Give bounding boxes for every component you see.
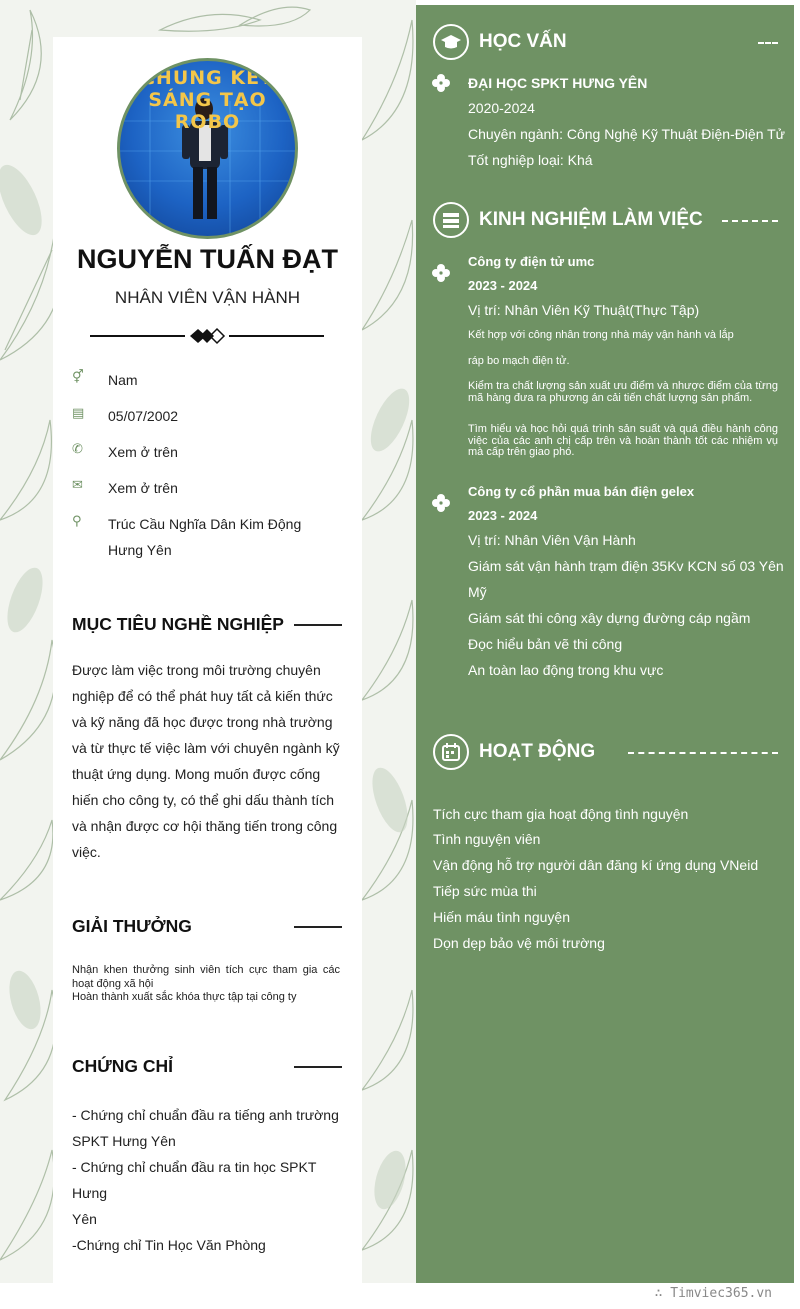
candidate-job-title: NHÂN VIÊN VẬN HÀNH bbox=[114, 288, 301, 307]
objective-line: thuật ứng dụng. Mong muốn được cống bbox=[72, 766, 321, 782]
graduation-cap-icon bbox=[433, 24, 469, 60]
job-position: Vị trí: Nhân Viên Vận Hành bbox=[468, 532, 636, 548]
profile-photo bbox=[117, 58, 298, 239]
candidate-name: NGUYỄN TUẤN ĐẠT bbox=[77, 244, 338, 274]
award-item: Hoàn thành xuất sắc khóa thực tập tại công ty bbox=[72, 991, 297, 1003]
activity-item: Tích cực tham gia hoạt động tình nguyện bbox=[433, 806, 689, 822]
objective-title-text: MỤC TIÊU NGHỀ NGHIỆP bbox=[72, 614, 284, 634]
section-title-activities bbox=[433, 734, 595, 770]
contact-gender bbox=[72, 367, 352, 393]
job-duty: Kết hợp với công nhân trong nhà máy vận hành và lắp bbox=[468, 329, 734, 341]
award-item: Nhận khen thưởng sinh viên tích cực tham gia các hoạt động xã hội bbox=[72, 964, 340, 990]
objective-line: và từ thực tế việc làm với chuyên ngành kỹ bbox=[72, 740, 340, 756]
certificate-line: - Chứng chỉ chuẩn đầu ra tin học SPKT bbox=[72, 1159, 317, 1175]
experience-title-text: KINH NGHIỆM LÀM VIỆC bbox=[479, 209, 703, 230]
objective-line: việc. bbox=[72, 844, 101, 860]
job-company: Công ty điện tử umc bbox=[468, 254, 595, 269]
section-title-awards bbox=[72, 916, 342, 937]
certificate-line: SPKT Hưng Yên bbox=[72, 1133, 176, 1149]
activity-item: Tiếp sức mùa thi bbox=[433, 883, 537, 899]
job-period: 2023 - 2024 bbox=[468, 508, 538, 523]
title-rule bbox=[294, 624, 342, 626]
certificate-line: -Chứng chỉ Tin Học Văn Phòng bbox=[72, 1237, 266, 1253]
stack-icon bbox=[433, 202, 469, 238]
clover-bullet-icon bbox=[432, 494, 450, 512]
certificates-text bbox=[72, 1102, 340, 1258]
objective-line: Được làm việc trong môi trường chuyên bbox=[72, 662, 321, 678]
objective-line: nghiệp để có thể phát huy tất cả kiến thức bbox=[72, 688, 333, 704]
education-grade: Tốt nghiệp loại: Khá bbox=[468, 152, 593, 168]
contact-email bbox=[72, 475, 352, 501]
title-rule bbox=[294, 926, 342, 928]
objective-line: và kỹ năng đã học được trong nhà trường bbox=[72, 714, 333, 730]
job-duty: An toàn lao động trong khu vực bbox=[468, 662, 664, 678]
activity-item: Dọn dẹp bảo vệ môi trường bbox=[433, 935, 605, 951]
education-major: Chuyên ngành: Công Nghệ Kỹ Thuật Điện-Điện Tử bbox=[468, 126, 786, 142]
cake-icon: ▤ bbox=[72, 405, 85, 420]
job-duty: Đọc hiểu bản vẽ thi công bbox=[468, 636, 623, 652]
awards-text bbox=[72, 964, 340, 1005]
certificate-line: Yên bbox=[72, 1211, 97, 1227]
title-dash bbox=[628, 752, 778, 754]
certificate-line: Hưng bbox=[72, 1185, 108, 1201]
clover-bullet-icon bbox=[432, 264, 450, 282]
gender-icon: ⚥ bbox=[72, 369, 84, 384]
title-dash bbox=[722, 220, 778, 222]
job-duty: Kiểm tra chất lượng sản xuất ưu điểm và nhược điểm của từng mã hàng đưa ra phương án cải tiến chất lượng sản phẩm. bbox=[468, 380, 778, 404]
job-company: Công ty cổ phần mua bán điện gelex bbox=[468, 484, 695, 499]
education-years: 2020-2024 bbox=[468, 100, 535, 116]
name-divider bbox=[90, 326, 324, 346]
job-duty: Mỹ bbox=[468, 584, 487, 600]
school-name: ĐẠI HỌC SPKT HƯNG YÊN bbox=[468, 75, 648, 91]
watermark-text: Timviec365.vn bbox=[670, 1286, 772, 1301]
envelope-icon: ✉ bbox=[72, 477, 83, 492]
job-duty: Giám sát thi công xây dựng đường cáp ngầm bbox=[468, 610, 751, 626]
gender-value: Nam bbox=[108, 372, 138, 388]
photo-banner-text: CHUNG KẾT SÁNG TẠO ROBO bbox=[140, 67, 275, 133]
education-title-text: HỌC VẤN bbox=[479, 31, 567, 52]
job-duty: Tìm hiểu và học hỏi quá trình sản suất và quá điều hành công việc của các anh chị cấp trên và hoàn thành tốt các nhiệm vụ mà cấp trên giao phó. bbox=[468, 423, 778, 458]
section-title-education bbox=[433, 24, 567, 60]
activity-item: Vận động hỗ trợ người dân đăng kí ứng dụng VNeid bbox=[433, 857, 759, 873]
contact-address bbox=[72, 511, 352, 563]
contact-phone bbox=[72, 439, 352, 465]
map-pin-icon: ⚲ bbox=[72, 513, 82, 528]
title-rule bbox=[294, 1066, 342, 1068]
section-title-objective bbox=[72, 614, 342, 635]
job-duty: Giám sát vận hành trạm điện 35Kv KCN số 03 Yên bbox=[468, 558, 784, 574]
certificate-line: - Chứng chỉ chuẩn đầu ra tiếng anh trường bbox=[72, 1107, 339, 1123]
clover-bullet-icon bbox=[432, 74, 450, 92]
calendar-icon bbox=[433, 734, 469, 770]
contact-birthday bbox=[72, 403, 352, 429]
activity-item: Hiến máu tình nguyện bbox=[433, 909, 570, 925]
certificates-title-text: CHỨNG CHỈ bbox=[72, 1056, 174, 1076]
watermark: ∴ Timviec365.vn bbox=[654, 1286, 772, 1301]
title-dash bbox=[758, 42, 778, 44]
address-line-1: Trúc Cầu Nghĩa Dân Kim Động bbox=[108, 516, 302, 532]
address-line-2: Hưng Yên bbox=[108, 542, 172, 558]
job-position: Vị trí: Nhân Viên Kỹ Thuật(Thực Tập) bbox=[468, 302, 700, 318]
phone-icon: ✆ bbox=[72, 441, 83, 456]
birthday-value: 05/07/2002 bbox=[108, 408, 179, 424]
section-title-certificates bbox=[72, 1056, 342, 1077]
job-duty: ráp bo mạch điện tử. bbox=[468, 355, 570, 367]
job-period: 2023 - 2024 bbox=[468, 278, 538, 293]
email-value: Xem ở trên bbox=[108, 480, 178, 496]
awards-title-text: GIẢI THƯỞNG bbox=[72, 916, 192, 936]
activities-title-text: HOẠT ĐỘNG bbox=[479, 741, 596, 762]
address-value bbox=[108, 511, 301, 563]
objective-line: hiến cho công ty, có thể ghi dấu thành tích bbox=[72, 792, 335, 808]
phone-value: Xem ở trên bbox=[108, 444, 178, 460]
section-title-experience bbox=[433, 202, 703, 238]
objective-text bbox=[72, 657, 340, 865]
objective-line: và nhận được cơ hội thăng tiến trong công bbox=[72, 818, 338, 834]
activity-item: Tình nguyện viên bbox=[433, 831, 541, 847]
